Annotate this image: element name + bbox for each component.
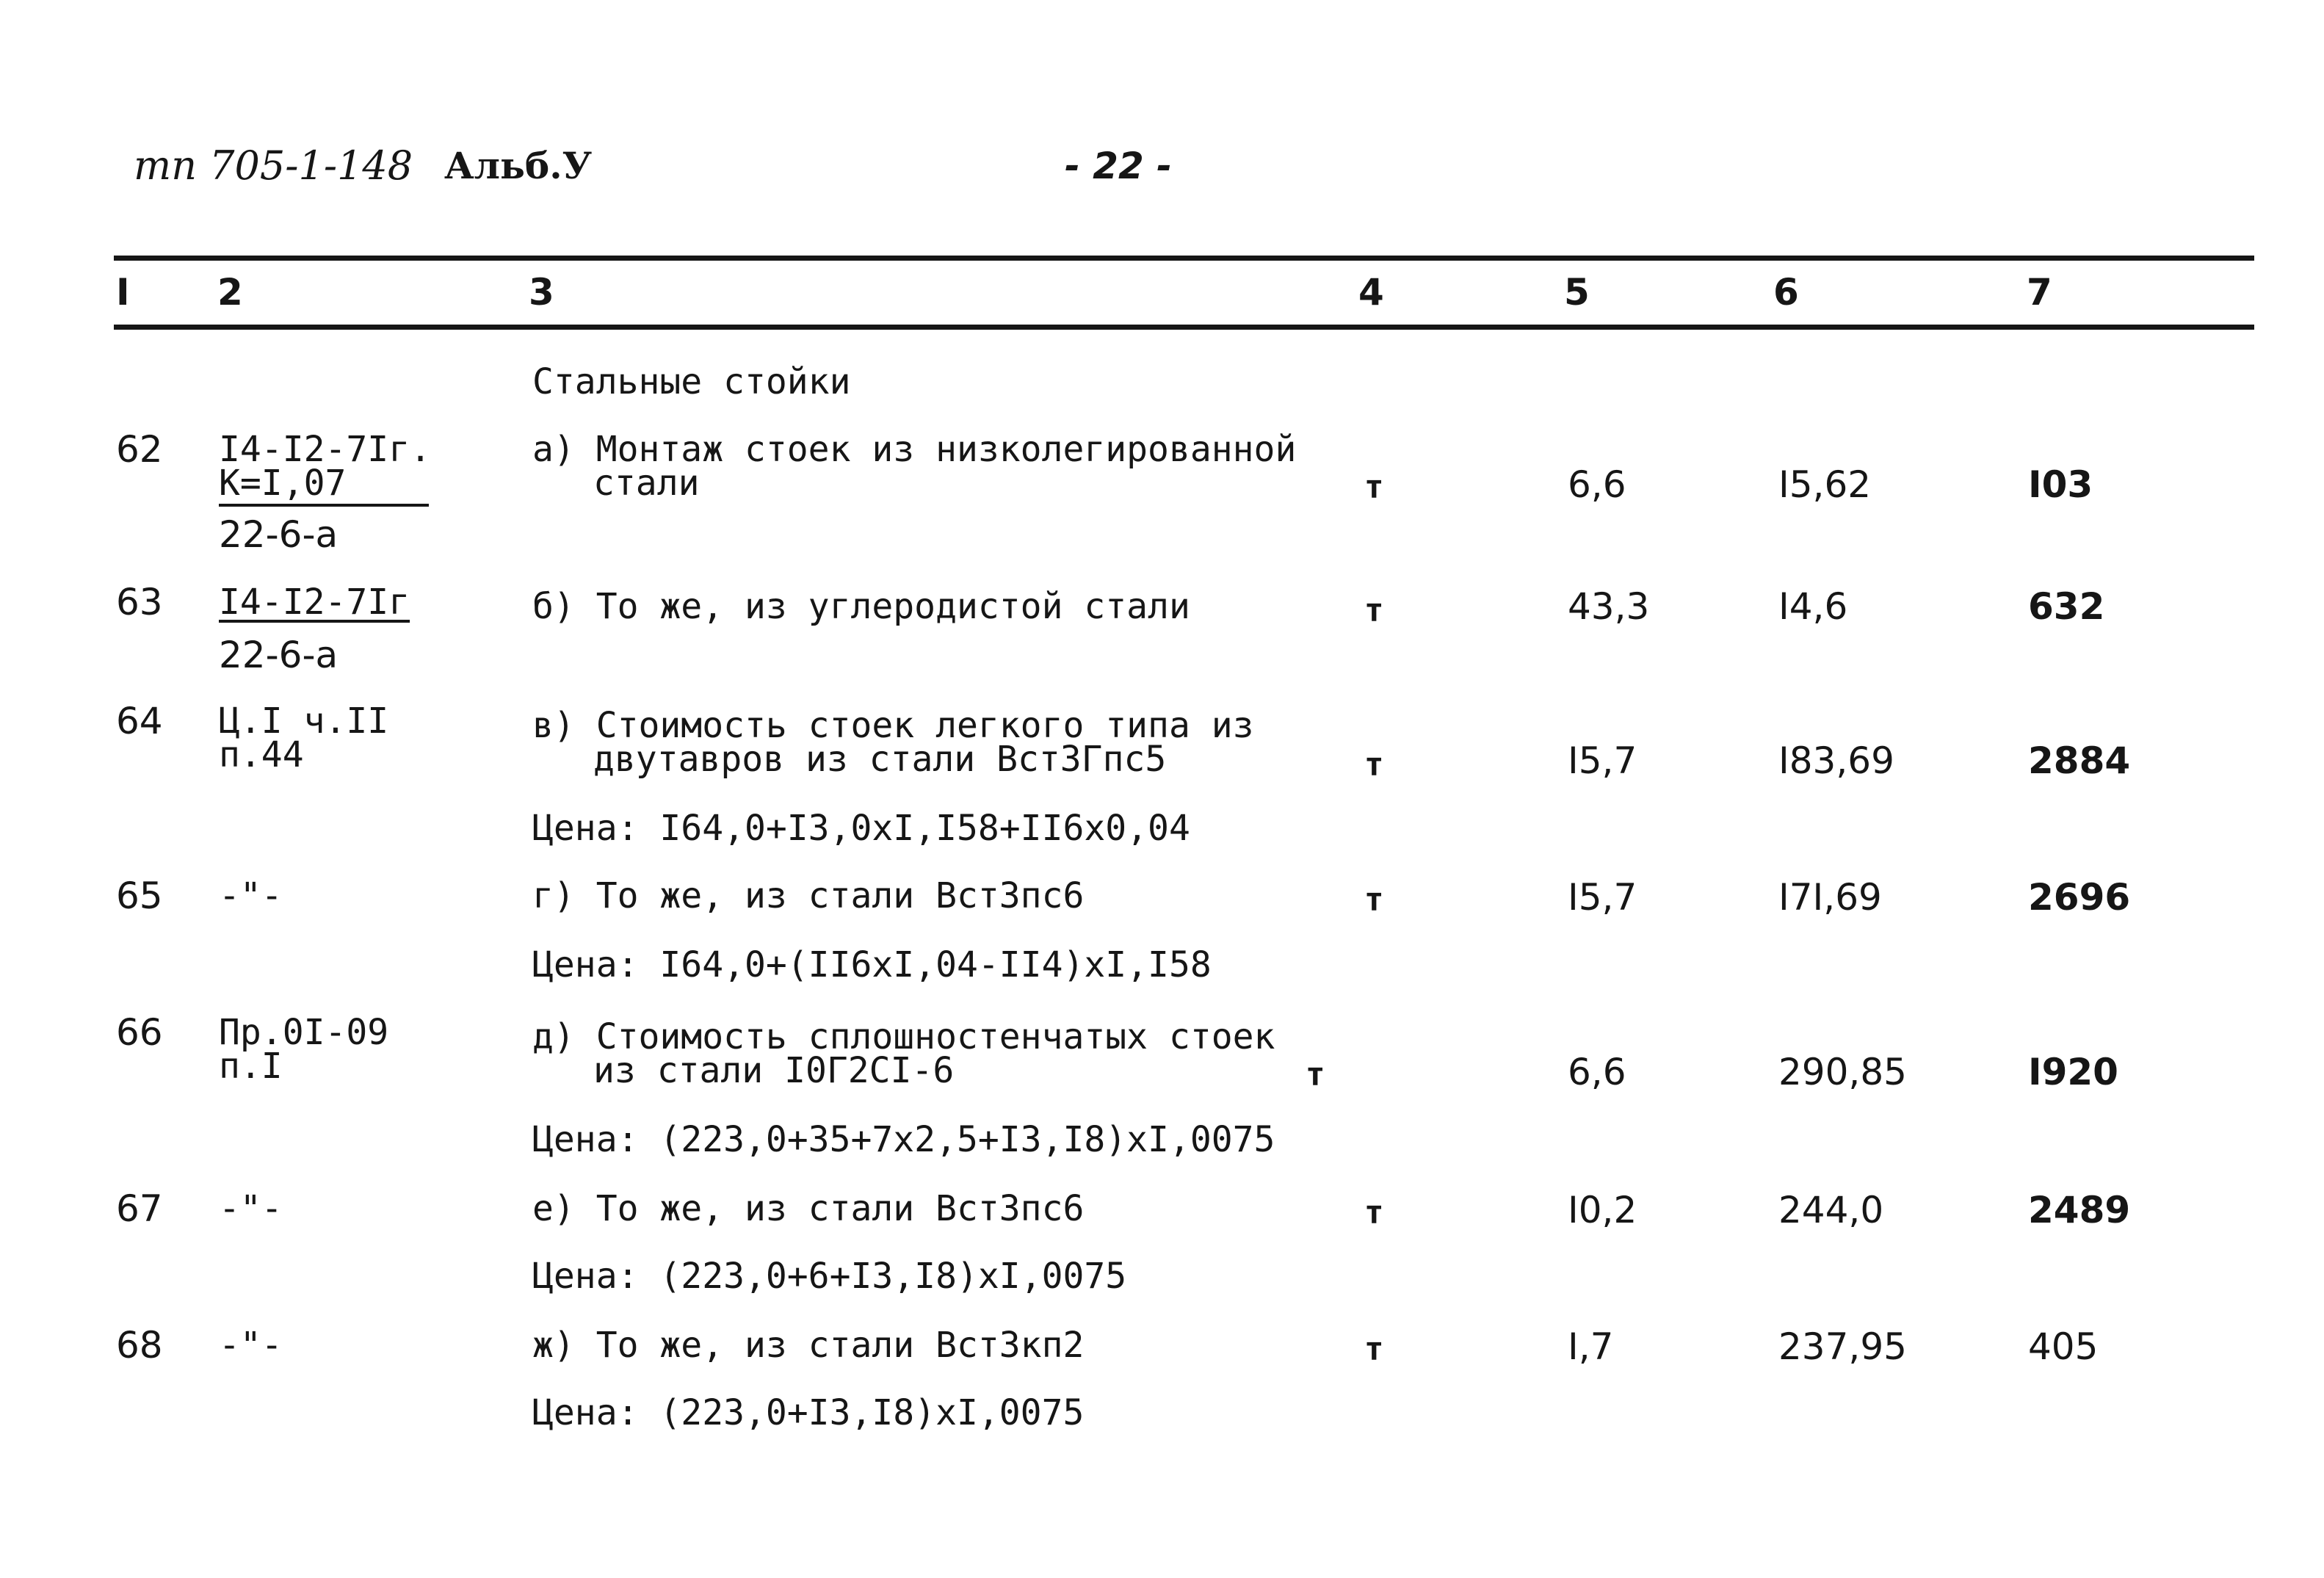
row-description: а) Монтаж стоек из низколегированной xyxy=(532,429,1297,470)
row-unit-price: 290,85 xyxy=(1778,1051,1907,1093)
row-reference: -"- xyxy=(219,1325,283,1366)
price-formula: Цена: I64,0+(II6хI,04-II4)хI,I58 xyxy=(532,944,1212,985)
row-reference: п.I xyxy=(219,1046,283,1087)
row-description: е) То же, из стали ВстЗпс6 xyxy=(532,1188,1085,1229)
row-unit-price: I83,69 xyxy=(1778,739,1894,782)
row-number: 68 xyxy=(116,1324,163,1367)
row-quantity: I5,7 xyxy=(1568,739,1637,782)
row-unit: т xyxy=(1364,1194,1384,1231)
column-header-5: 5 xyxy=(1564,271,1590,314)
row-unit-price: 237,95 xyxy=(1778,1325,1907,1368)
row-unit: т xyxy=(1306,1056,1325,1093)
column-header-7: 7 xyxy=(2027,271,2052,314)
column-header-6: 6 xyxy=(1773,271,1799,314)
row-description: ж) То же, из стали ВстЗкп2 xyxy=(532,1325,1085,1366)
row-total: I920 xyxy=(2028,1051,2118,1093)
row-description: в) Стоимость стоек легкого типа из xyxy=(532,705,1254,746)
row-quantity: I,7 xyxy=(1568,1325,1614,1368)
row-reference: Ц.I ч.II xyxy=(219,701,389,742)
row-quantity: I5,7 xyxy=(1568,876,1637,919)
row-description: б) То же, из углеродистой стали xyxy=(532,586,1190,627)
row-description: двутавров из стали ВстЗГпс5 xyxy=(593,739,1167,780)
price-formula: Цена: (223,0+6+I3,I8)хI,0075 xyxy=(532,1256,1127,1297)
row-description: г) То же, из стали ВстЗпс6 xyxy=(532,875,1085,916)
row-total: I03 xyxy=(2028,463,2093,506)
row-unit-price: I5,62 xyxy=(1778,463,1872,506)
row-description: из стали I0Г2СI-6 xyxy=(593,1050,955,1091)
row-reference: Пр.0I-09 xyxy=(219,1012,389,1053)
section-title: Стальные стойки xyxy=(532,361,851,402)
row-quantity: I0,2 xyxy=(1568,1189,1637,1231)
row-number: 66 xyxy=(116,1011,163,1054)
page-number: - 22 - xyxy=(1065,145,1172,187)
row-quantity: 43,3 xyxy=(1568,585,1650,628)
price-formula: Цена: (223,0+35+7х2,5+I3,I8)хI,0075 xyxy=(532,1119,1275,1160)
row-unit: т xyxy=(1364,592,1384,629)
row-unit-price: 244,0 xyxy=(1778,1189,1884,1231)
table-top-rule xyxy=(114,256,2254,261)
row-number: 65 xyxy=(116,875,163,917)
price-formula: Цена: I64,0+I3,0хI,I58+II6х0,04 xyxy=(532,808,1190,849)
row-quantity: 6,6 xyxy=(1568,463,1626,506)
row-unit-price: I7I,69 xyxy=(1778,876,1882,919)
row-reference: 22-6-а xyxy=(219,513,339,556)
row-description: стали xyxy=(593,463,700,504)
column-header-2: 2 xyxy=(217,271,243,314)
column-header-1: I xyxy=(116,271,130,314)
reference-fraction-line xyxy=(219,504,429,507)
row-number: 67 xyxy=(116,1187,163,1230)
row-unit: т xyxy=(1364,881,1384,919)
row-number: 62 xyxy=(116,428,163,471)
row-reference: I4-I2-7Iг. xyxy=(219,429,431,470)
row-unit: т xyxy=(1364,1331,1384,1368)
row-total: 2884 xyxy=(2028,739,2131,782)
row-unit: т xyxy=(1364,746,1384,783)
row-number: 63 xyxy=(116,581,163,623)
row-total: 2696 xyxy=(2028,876,2131,919)
row-reference: 22-6-а xyxy=(219,634,339,676)
row-reference: -"- xyxy=(219,875,283,916)
row-total: 405 xyxy=(2028,1325,2099,1368)
row-unit-price: I4,6 xyxy=(1778,585,1848,628)
row-reference: п.44 xyxy=(219,734,304,775)
row-unit: т xyxy=(1364,468,1384,506)
row-total: 2489 xyxy=(2028,1189,2131,1231)
table-header-rule xyxy=(114,325,2254,330)
row-description: д) Стоимость сплошностенчатых стоек xyxy=(532,1016,1275,1057)
document-code: тп 705-1-148 xyxy=(134,142,413,189)
row-total: 632 xyxy=(2028,585,2105,628)
row-reference: I4-I2-7Iг xyxy=(219,582,410,623)
column-header-3: 3 xyxy=(529,271,554,314)
album-number: Альб.У xyxy=(444,144,593,187)
row-number: 64 xyxy=(116,700,163,742)
row-reference: К=I,07 xyxy=(219,463,347,504)
price-formula: Цена: (223,0+I3,I8)хI,0075 xyxy=(532,1392,1085,1433)
column-header-4: 4 xyxy=(1358,271,1384,314)
row-quantity: 6,6 xyxy=(1568,1051,1626,1093)
row-reference: -"- xyxy=(219,1188,283,1229)
